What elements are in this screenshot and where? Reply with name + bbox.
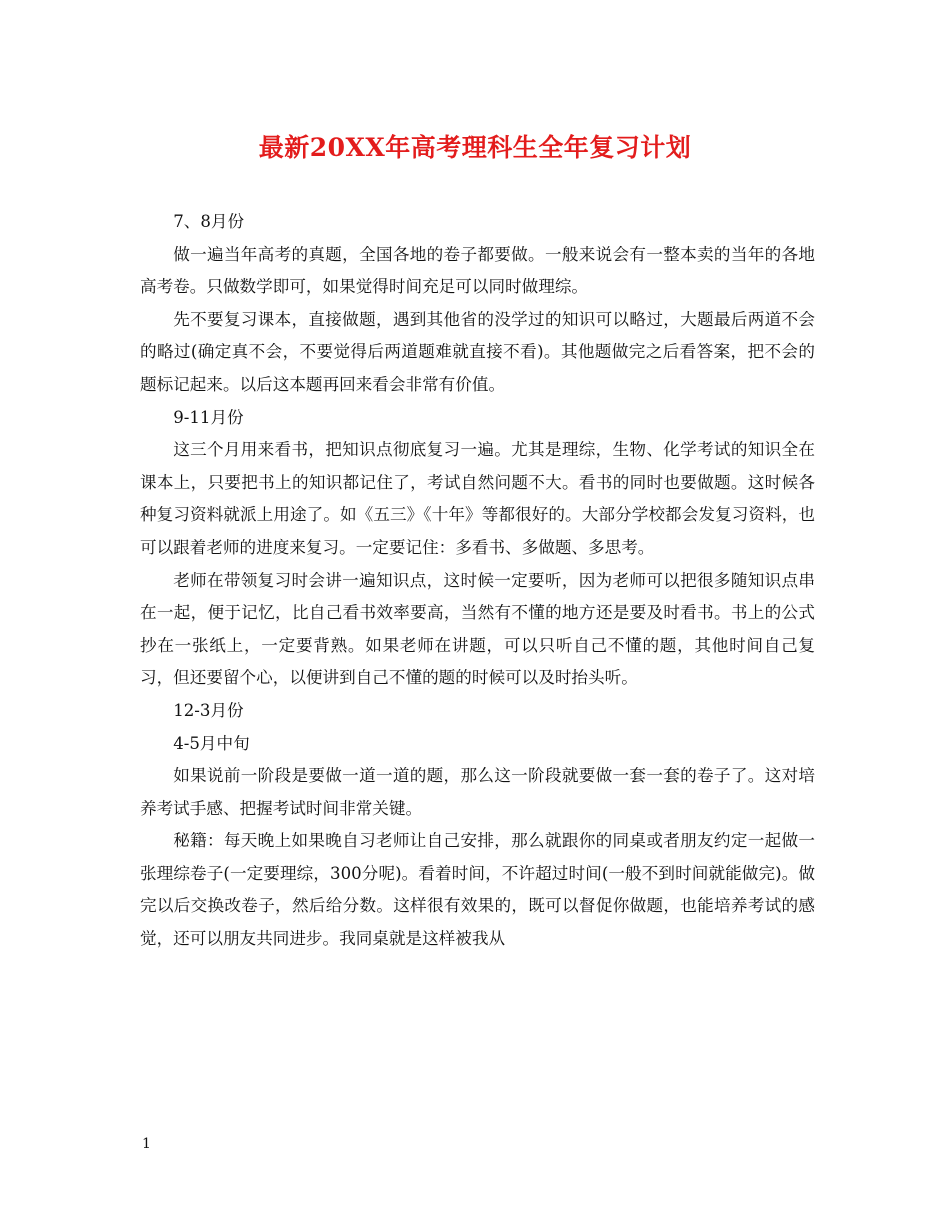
section-heading-jul-aug: 7、8月份	[173, 212, 245, 231]
section-heading-sep-nov: 9-11月份	[173, 407, 244, 427]
document-title: 最新20XX年高考理科生全年复习计划	[258, 133, 692, 162]
page-number: 1	[142, 1136, 151, 1152]
paragraph: 这三个月用来看书，把知识点彻底复习一遍。尤其是理综，生物、化学考试的知识全在课本上，只要把书上的知识都记住了，考试自然问题不大。看书的同时也要做题。这时候各种复习资料就派上用途了。如《五三》《十年》等都很好的。大部分学校都会发复习资料，也可以跟着老师的进度来复习。一定要记住：多看书、多做题、多思考。	[140, 440, 815, 557]
document-body	[140, 206, 815, 956]
paragraph: 做一遍当年高考的真题，全国各地的卷子都要做。一般来说会有一整本卖的当年的各地高考卷。只做数学即可，如果觉得时间充足可以同时做理综。	[140, 244, 815, 297]
paragraph: 秘籍：每天晚上如果晚自习老师让自己安排，那么就跟你的同桌或者朋友约定一起做一张理综卷子(一定要理综，300分呢)。看着时间，不许超过时间(一般不到时间就能做完)。做完以后交换改卷子，然后给分数。这样很有效果的，既可以督促你做题，也能培养考试的感觉，还可以朋友共同进步。我同桌就是这样被我从	[140, 831, 815, 949]
section-heading-apr-may: 4-5月中旬	[173, 733, 250, 753]
paragraph: 老师在带领复习时会讲一遍知识点，这时候一定要听，因为老师可以把很多随知识点串在一起，便于记忆，比自己看书效率要高，当然有不懂的地方还是要及时看书。书上的公式抄在一张纸上，一定要背熟。如果老师在讲题，可以只听自己不懂的题，其他时间自己复习，但还要留个心，以便讲到自己不懂的题的时候可以及时抬头听。	[140, 570, 815, 688]
paragraph: 先不要复习课本，直接做题，遇到其他省的没学过的知识可以略过，大题最后两道不会的略过(确定真不会，不要觉得后两道题难就直接不看)。其他题做完之后看答案，把不会的题标记起来。以后这本题再回来看会非常有价值。	[140, 309, 815, 394]
paragraph: 如果说前一阶段是要做一道一道的题，那么这一阶段就要做一套一套的卷子了。这对培养考试手感、把握考试时间非常关键。	[140, 766, 815, 818]
section-heading-dec-mar: 12-3月份	[173, 700, 244, 720]
